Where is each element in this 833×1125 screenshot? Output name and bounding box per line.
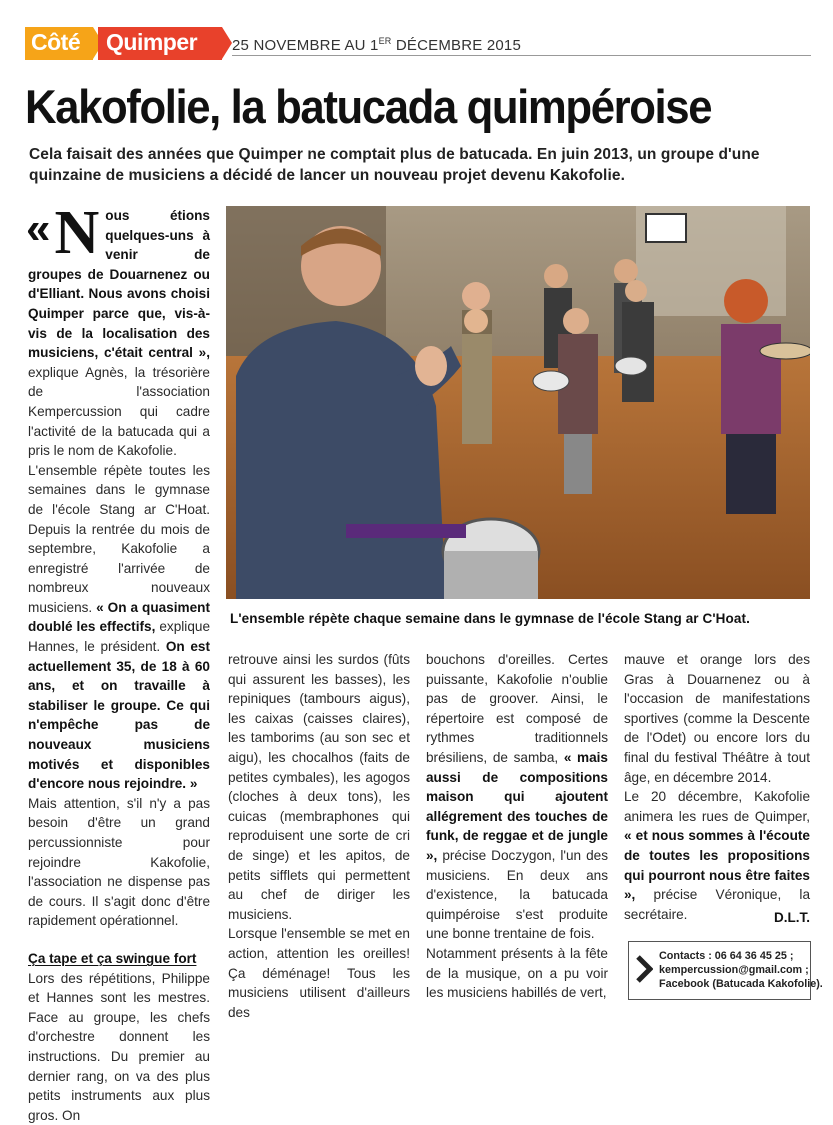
- opening-quote-mark: «: [26, 204, 51, 253]
- header-divider: [232, 55, 811, 56]
- paragraph-events: mauve et orange lors des Gras à Douarnenez ou à l'occasion de manifestations sportives (comme la Descente de l'Odet) ou encore lors du final du festival Théâtre à tout âge, en décembre 2014.: [624, 652, 810, 785]
- paragraph-attention: Mais attention, s'il n'y a pas besoin d'être un grand percussionniste pour rejoindre Kakofolie, l'association ne dispense pas de cours. Il s'agit donc d'être rapidement opérationnel.: [28, 795, 210, 929]
- contact-phone: Contacts : 06 64 36 45 25 ;: [659, 950, 794, 962]
- paragraph-december: Le 20 décembre, Kakofolie animera les rues de Quimper, « et nous sommes à l'écoute de toutes les propositions qui pourront nous être faites », précise Véronique, la secrétaire.: [624, 789, 810, 922]
- article-photo: [226, 206, 810, 599]
- rehearsal-photo-illustration: [226, 206, 810, 599]
- photo-caption: L'ensemble répète chaque semaine dans le gymnase de l'école Stang ar C'Hoat.: [230, 611, 750, 626]
- article-headline: Kakofolie, la batucada quimpéroise: [25, 80, 712, 133]
- article-column-4: [624, 650, 810, 924]
- contact-box: [628, 941, 823, 1000]
- paragraph-action: Lorsque l'ensemble se met en action, attention les oreilles! Ça déménage! Tous les musiciens utilisent d'ailleurs des: [228, 926, 410, 1020]
- contact-details: [659, 949, 823, 991]
- city-badge-label: Quimper: [106, 29, 198, 55]
- subheading: Ça tape et ça swingue fort: [28, 950, 197, 966]
- paragraph-rehearsal: L'ensemble répète toutes les semaines dans le gymnase de l'école Stang ar C'Hoat. Depuis la rentrée du mois de septembre, Kakofolie a enregistré l'arrivée de nombreux nouveaux musiciens. « On a quasiment doublé les effectifs, explique Hannes, le président. On est actuellement 35, de 18 à 60 ans, et on travaille à stabiliser le groupe. Ce qui n'empêche pas de nouveaux musiciens motivés et disponibles d'encore nous rejoindre. »: [28, 462, 210, 792]
- section-badge-label: Côté: [31, 29, 81, 55]
- paragraph-repertoire: bouchons d'oreilles. Certes puissante, Kakofolie n'oublie pas de groover. Ainsi, le répertoire est composé de rythmes traditionnels brésiliens, de samba, « mais aussi de compositions maison qui ajoutent allégrement des touches de funk, de reggae et de jungle », précise Doczygon, l'un des musiciens. En deux ans d'existence, la batucada quimpéroise s'est produite une bonne trentaine de fois.: [426, 652, 608, 942]
- author-signature: D.L.T.: [774, 910, 810, 925]
- paragraph-instruments: retrouve ainsi les surdos (fûts qui assurent les basses), les repiniques (tambours aigus), les caixas (caisses claires), les tamborims (au son sec et aigu), les chocalhos (faits de petites cymbales), les agogos (cloches à deux tons), les cuicas (membraphones qui reproduisent une sorte de cri de singe) et les apitos, de petits sifflets qui permettent au chef de diriger les musiciens.: [228, 652, 410, 922]
- article-column-3: [426, 650, 608, 1003]
- section-badge: [25, 27, 93, 60]
- paragraph-mestres: Lors des répétitions, Philippe et Hannes sont les mestres. Face au groupe, les chefs d'orchestre donnent les instructions. Du premier au dernier rang, on va des plus petits instruments aux plus gros. On: [28, 970, 210, 1123]
- contact-email: kempercussion@gmail.com ;: [659, 964, 809, 976]
- article-column-2: [228, 650, 410, 1022]
- drop-cap: N: [54, 199, 100, 267]
- paragraph-performances: Notamment présents à la fête de la musique, on a pu voir les musiciens habillés de vert,: [426, 945, 608, 1001]
- article-column-1: [26, 199, 210, 1125]
- issue-date: 25 NOVEMBRE AU 1ER DÉCEMBRE 2015: [232, 36, 522, 54]
- contact-facebook: Facebook (Batucada Kakofolie).: [659, 978, 823, 990]
- city-badge: [98, 27, 222, 60]
- article-intro: Cela faisait des années que Quimper ne comptait plus de batucada. En juin 2013, un groupe d'une quinzaine de musiciens a décidé de lancer un nouveau projet devenu Kakofolie.: [29, 146, 760, 184]
- paragraph-opening: « N ous étions quelques-uns à venir de groupes de Douarnenez ou d'Elliant. Nous avons choisi Quimper parce que, vis-à-vis de la localisation des musiciens, c'était central », explique Agnès, la trésorière de l'association Kempercussion qui cadre l'activité de la batucada qui a pris le nom de Kakofolie.: [26, 199, 210, 459]
- chevron-right-icon: [635, 955, 653, 983]
